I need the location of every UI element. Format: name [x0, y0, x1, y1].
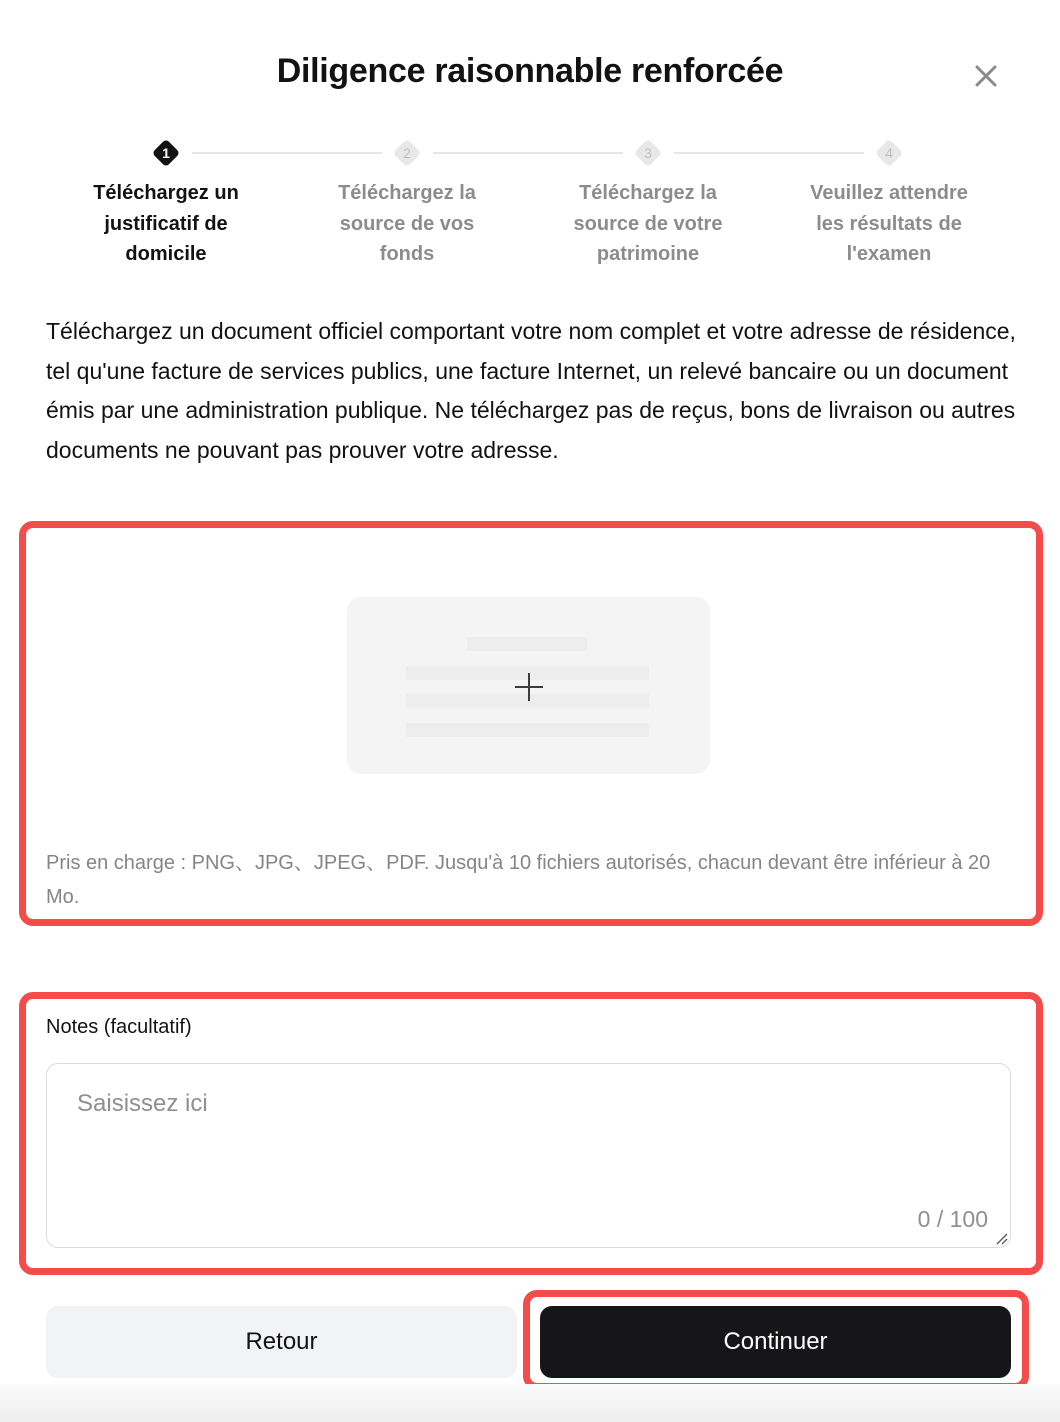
step-2 — [297, 138, 517, 270]
back-button[interactable]: Retour — [46, 1306, 517, 1378]
step-marker: 3 — [633, 138, 663, 168]
placeholder-bar — [406, 723, 649, 737]
bottom-fade — [0, 1384, 1060, 1422]
character-counter: 0 / 100 — [917, 1206, 988, 1232]
upload-requirements-hint: Pris en charge : PNG、JPG、JPEG、PDF. Jusqu'à 10 fichiers autorisés, chacun devant être inférieur à 20 Mo. — [46, 852, 991, 908]
step-marker: 1 — [151, 138, 181, 168]
step-label: Téléchargez un justificatif de domicile — [93, 182, 239, 265]
notes-field — [46, 1063, 1011, 1248]
step-1 — [56, 138, 276, 270]
notes-label: Notes (facultatif) — [46, 1016, 192, 1038]
progress-stepper — [0, 138, 1060, 278]
step-marker: 2 — [392, 138, 422, 168]
instructions-text: Téléchargez un document officiel comportant votre nom complet et votre adresse de résidence, tel qu'une facture de services publics, une facture Internet, un relevé bancaire ou un document émis par une administration publique. Ne téléchargez pas de reçus, bons de livraison ou autres documents ne pouvant pas prouver votre adresse. — [46, 318, 1016, 463]
close-icon — [974, 64, 998, 88]
step-4 — [779, 138, 999, 270]
step-label: Téléchargez la source de vos fonds — [338, 182, 476, 265]
step-label: Veuillez attendre les résultats de l'examen — [810, 182, 968, 265]
step-label: Téléchargez la source de votre patrimoine — [573, 182, 723, 265]
close-button[interactable] — [966, 56, 1006, 96]
notes-textarea[interactable] — [77, 1090, 977, 1210]
continue-button[interactable]: Continuer — [540, 1306, 1011, 1378]
dialog-title: Diligence raisonnable renforcée — [276, 52, 784, 90]
placeholder-bar — [467, 637, 587, 651]
step-marker: 4 — [874, 138, 904, 168]
step-3 — [538, 138, 758, 270]
resize-handle-icon[interactable] — [994, 1231, 1008, 1245]
